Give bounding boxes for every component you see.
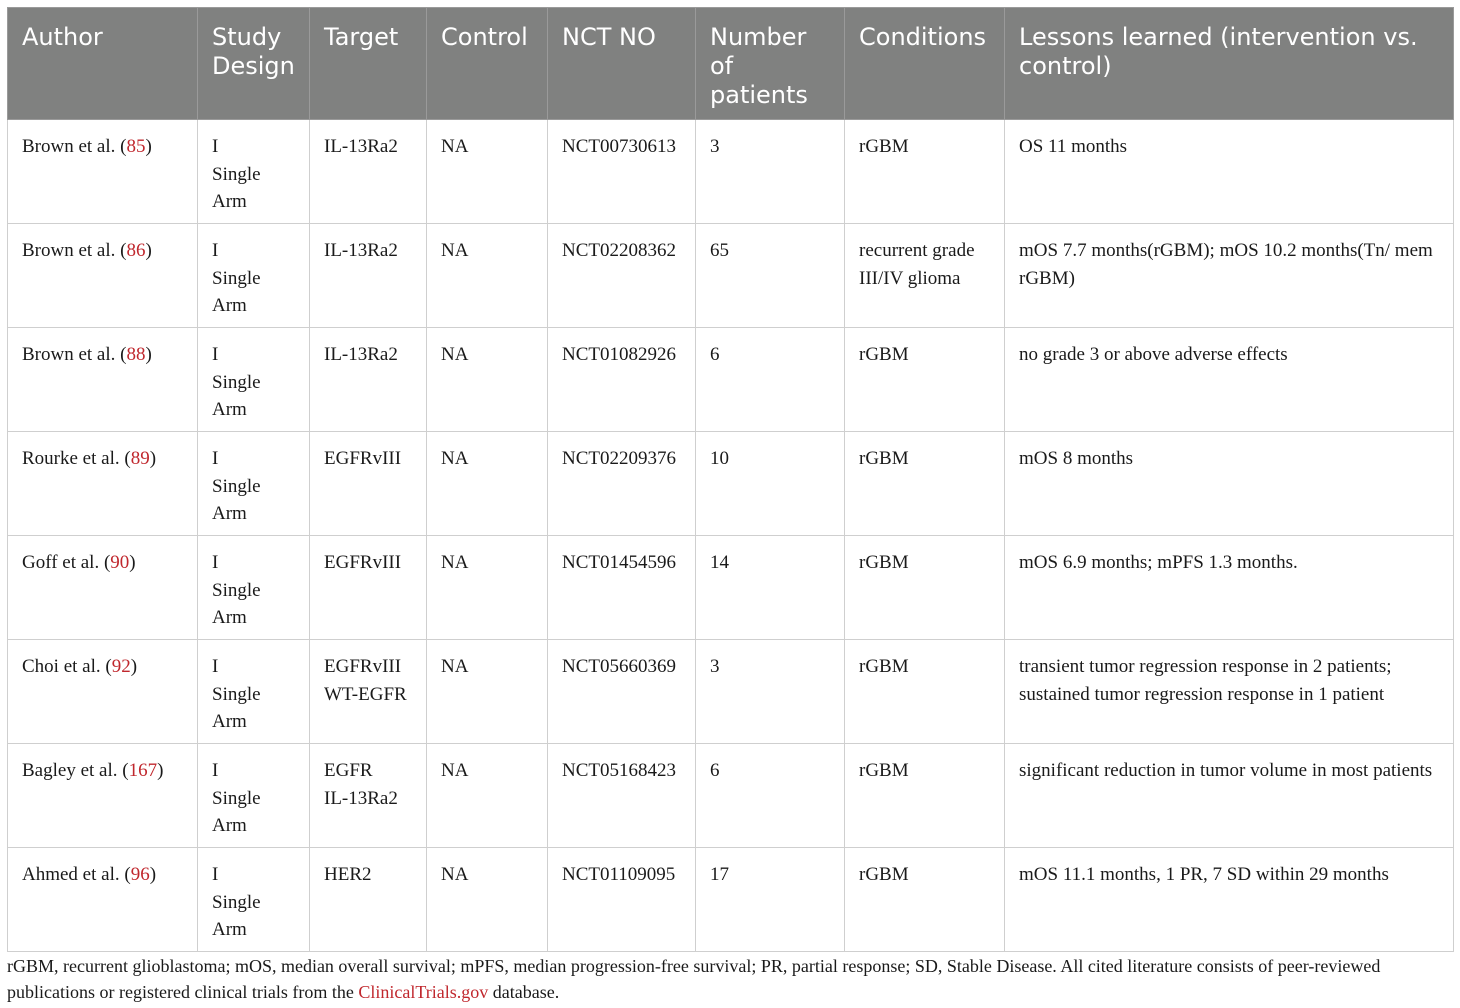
table-row [8, 120, 1454, 224]
author-name: Rourke et al. [22, 448, 120, 469]
study-design-line: Single [212, 163, 261, 185]
study-design-cell [198, 536, 310, 640]
nct-number-cell: NCT05168423 [548, 744, 696, 848]
study-design-line: I [212, 240, 219, 261]
lessons-learned-cell: transient tumor regression response in 2 patients; sustained tumor regression response in 1 patient [1005, 640, 1454, 744]
control-cell: NA [427, 848, 548, 952]
control-cell: NA [427, 640, 548, 744]
target-cell [310, 120, 427, 224]
patient-count-cell: 65 [696, 224, 845, 328]
conditions-cell: recurrent grade III/IV glioma [845, 224, 1005, 328]
study-design-line: Single [212, 267, 261, 289]
conditions-cell: rGBM [845, 328, 1005, 432]
author-cell: Choi et al. (92) [8, 640, 198, 744]
nct-number-cell: NCT01109095 [548, 848, 696, 952]
study-design-cell [198, 120, 310, 224]
study-design-line: Arm [212, 399, 247, 420]
author-name: Goff et al. [22, 552, 100, 573]
patient-count-cell: 6 [696, 744, 845, 848]
conditions-cell: rGBM [845, 432, 1005, 536]
author-name: Brown et al. [22, 344, 116, 365]
study-design-line: Arm [212, 607, 247, 628]
study-design-line: Arm [212, 815, 247, 836]
table-row [8, 432, 1454, 536]
control-cell: NA [427, 120, 548, 224]
conditions-cell: rGBM [845, 536, 1005, 640]
reference-link[interactable]: 88 [126, 344, 146, 365]
patient-count-cell: 3 [696, 640, 845, 744]
table-footnote [7, 953, 1453, 1005]
clinical-trials-table [7, 7, 1454, 952]
target-cell [310, 640, 427, 744]
study-design-line: Single [212, 475, 261, 497]
study-design-cell [198, 640, 310, 744]
conditions-cell: rGBM [845, 744, 1005, 848]
lessons-learned-cell: mOS 11.1 months, 1 PR, 7 SD within 29 months [1005, 848, 1454, 952]
study-design-line: Arm [212, 295, 247, 316]
study-design-line: I [212, 136, 219, 157]
author-cell: Brown et al. (85) [8, 120, 198, 224]
patient-count-cell: 14 [696, 536, 845, 640]
target-line: EGFR [324, 760, 373, 781]
target-line: EGFRvIII [324, 552, 402, 573]
header-author: Author [8, 8, 198, 120]
author-cell: Rourke et al. (89) [8, 432, 198, 536]
study-design-cell [198, 328, 310, 432]
reference-link[interactable]: 90 [110, 552, 130, 573]
study-design-line: Arm [212, 503, 247, 524]
target-line: HER2 [324, 864, 372, 885]
conditions-cell: rGBM [845, 640, 1005, 744]
lessons-learned-cell: OS 11 months [1005, 120, 1454, 224]
patient-count-cell: 6 [696, 328, 845, 432]
study-design-cell [198, 744, 310, 848]
lessons-learned-cell: significant reduction in tumor volume in most patients [1005, 744, 1454, 848]
study-design-line: I [212, 656, 219, 677]
study-design-cell [198, 432, 310, 536]
study-design-line: Single [212, 787, 261, 809]
target-line: IL-13Ra2 [324, 344, 398, 365]
patient-count-cell: 10 [696, 432, 845, 536]
study-design-line: Single [212, 579, 261, 601]
header-number-of-patients: Number of patients [696, 8, 845, 120]
study-design-line: I [212, 864, 219, 885]
study-design-line: Single [212, 891, 261, 913]
author-cell: Bagley et al. (167) [8, 744, 198, 848]
target-cell [310, 848, 427, 952]
control-cell: NA [427, 536, 548, 640]
nct-number-cell: NCT01082926 [548, 328, 696, 432]
conditions-cell: rGBM [845, 848, 1005, 952]
header-conditions: Conditions [845, 8, 1005, 120]
footnote-text: rGBM, recurrent glioblastoma; mOS, median overall survival; mPFS, median progression-free survival; PR, partial response; SD, Stable Disease. All cited literature consists of peer-reviewed publications or registered clinical trials from the [7, 956, 1381, 1002]
table-body [8, 120, 1454, 952]
table-row [8, 536, 1454, 640]
reference-link[interactable]: 89 [130, 448, 150, 469]
target-line: EGFRvIII [324, 656, 402, 677]
lessons-learned-cell: mOS 8 months [1005, 432, 1454, 536]
target-line: IL-13Ra2 [324, 136, 398, 157]
study-design-line: I [212, 760, 219, 781]
patient-count-cell: 17 [696, 848, 845, 952]
study-design-line: I [212, 344, 219, 365]
study-design-line: I [212, 448, 219, 469]
author-name: Ahmed et al. [22, 864, 120, 885]
author-cell: Brown et al. (88) [8, 328, 198, 432]
target-cell [310, 432, 427, 536]
control-cell: NA [427, 744, 548, 848]
target-cell [310, 328, 427, 432]
study-design-line: Arm [212, 919, 247, 940]
reference-link[interactable]: 85 [126, 136, 146, 157]
author-name: Bagley et al. [22, 760, 118, 781]
target-line: EGFRvIII [324, 448, 402, 469]
header-control: Control [427, 8, 548, 120]
reference-link[interactable]: 167 [128, 760, 158, 781]
table-row [8, 640, 1454, 744]
study-design-line: Arm [212, 191, 247, 212]
header-nct-no: NCT NO [548, 8, 696, 120]
study-design-line: Arm [212, 711, 247, 732]
author-cell: Ahmed et al. (96) [8, 848, 198, 952]
study-design-line: I [212, 552, 219, 573]
author-name: Brown et al. [22, 136, 116, 157]
target-cell [310, 536, 427, 640]
author-name: Brown et al. [22, 240, 116, 261]
table-row [8, 744, 1454, 848]
nct-number-cell: NCT00730613 [548, 120, 696, 224]
header-lessons-learned: Lessons learned (intervention vs. control) [1005, 8, 1454, 120]
nct-number-cell: NCT01454596 [548, 536, 696, 640]
patient-count-cell: 3 [696, 120, 845, 224]
conditions-cell: rGBM [845, 120, 1005, 224]
nct-number-cell: NCT05660369 [548, 640, 696, 744]
target-line: WT-EGFR [324, 683, 407, 705]
reference-link[interactable]: 86 [126, 240, 146, 261]
reference-link[interactable]: 92 [111, 656, 131, 677]
study-design-line: Single [212, 371, 261, 393]
study-design-cell [198, 848, 310, 952]
clinicaltrials-link[interactable]: ClinicalTrials.gov [358, 982, 489, 1002]
lessons-learned-cell: mOS 7.7 months(rGBM); mOS 10.2 months(Tn/ mem rGBM) [1005, 224, 1454, 328]
header-row [8, 8, 1454, 120]
target-cell [310, 224, 427, 328]
lessons-learned-cell: mOS 6.9 months; mPFS 1.3 months. [1005, 536, 1454, 640]
footnote-tail: database. [488, 982, 560, 1002]
study-design-line: Single [212, 683, 261, 705]
study-design-cell [198, 224, 310, 328]
target-line: IL-13Ra2 [324, 787, 398, 809]
target-line: IL-13Ra2 [324, 240, 398, 261]
clinical-trials-table-container [7, 7, 1453, 952]
table-row [8, 224, 1454, 328]
header-study-design: Study Design [198, 8, 310, 120]
control-cell: NA [427, 224, 548, 328]
reference-link[interactable]: 96 [130, 864, 150, 885]
nct-number-cell: NCT02208362 [548, 224, 696, 328]
table-row [8, 848, 1454, 952]
author-cell: Brown et al. (86) [8, 224, 198, 328]
control-cell: NA [427, 432, 548, 536]
author-name: Choi et al. [22, 656, 101, 677]
header-target: Target [310, 8, 427, 120]
lessons-learned-cell: no grade 3 or above adverse effects [1005, 328, 1454, 432]
nct-number-cell: NCT02209376 [548, 432, 696, 536]
author-cell: Goff et al. (90) [8, 536, 198, 640]
control-cell: NA [427, 328, 548, 432]
table-row [8, 328, 1454, 432]
target-cell [310, 744, 427, 848]
